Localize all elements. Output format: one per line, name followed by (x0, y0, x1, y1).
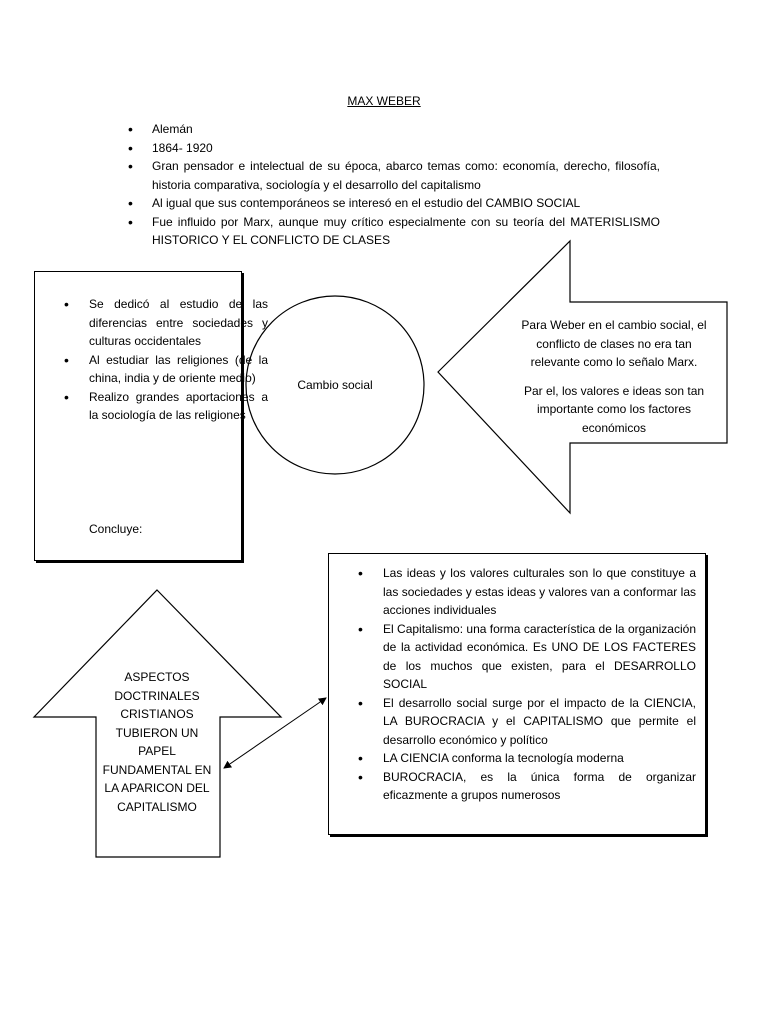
list-item: • 1864- 1920 (152, 139, 660, 158)
social-development-box (328, 553, 706, 835)
left-arrow-paragraph: Para Weber en el cambio social, el conflicto de clases no era tan relevante como lo señalo Marx. (521, 318, 707, 369)
left-arrow-paragraph: Par el, los valores e ideas son tan importante como los factores económicos (523, 383, 705, 435)
page-title: MAX WEBER (347, 94, 421, 108)
conclusion-label: Concluye: (89, 522, 143, 536)
list-item: • Alemán (152, 120, 660, 139)
list-item: • Realizo grandes aportaciones a la sociología de las religiones (89, 388, 268, 425)
religion-studies-box (34, 271, 268, 561)
list-item: • Al igual que sus contemporáneos se interesó en el estudio del CAMBIO SOCIAL (152, 194, 660, 213)
list-item: • LA CIENCIA conforma la tecnología moderna (383, 749, 696, 768)
religion-bullet-list (89, 295, 268, 425)
social-development-bullet-list (383, 564, 696, 805)
list-item: • Fue influido por Marx, aunque muy crítico especialmente con su teoría del MATERISLISMO HISTORICO Y EL CONFLICTO DE CLASES (152, 213, 660, 250)
list-item: • Se dedicó al estudio de las diferencias entre sociedades y culturas occidentales (89, 295, 268, 351)
list-item: • Al estudiar las religiones (de la china, india y de oriente medio) (89, 351, 268, 388)
circle-label: Cambio social (297, 378, 373, 392)
list-item: • Las ideas y los valores culturales son lo que constituye a las sociedades y estas ideas y valores van a conformar las acciones individuales (383, 564, 696, 620)
list-item: • El Capitalismo: una forma característica de la organización de la actividad económica. Es UNO DE LOS FACTERES de los muchos que existen, para el DESARROLLO SOCIAL (383, 620, 696, 694)
list-item: • El desarrollo social surge por el impacto de la CIENCIA, LA BUROCRACIA y el CAPITALISMO que permite el desarrollo económico y político (383, 694, 696, 750)
left-arrow-text (510, 316, 718, 447)
up-arrow-text: ASPECTOS DOCTRINALES CRISTIANOS TUBIERON UN PAPEL FUNDAMENTAL EN LA APARICON DEL CAPITALISMO (102, 670, 212, 814)
list-item: • BUROCRACIA, es la única forma de organizar eficazmente a grupos numerosos (383, 768, 696, 805)
list-item: • Gran pensador e intelectual de su época, abarco temas como: economía, derecho, filosofía, historia comparativa, sociología y el desarrollo del capitalismo (152, 157, 660, 194)
